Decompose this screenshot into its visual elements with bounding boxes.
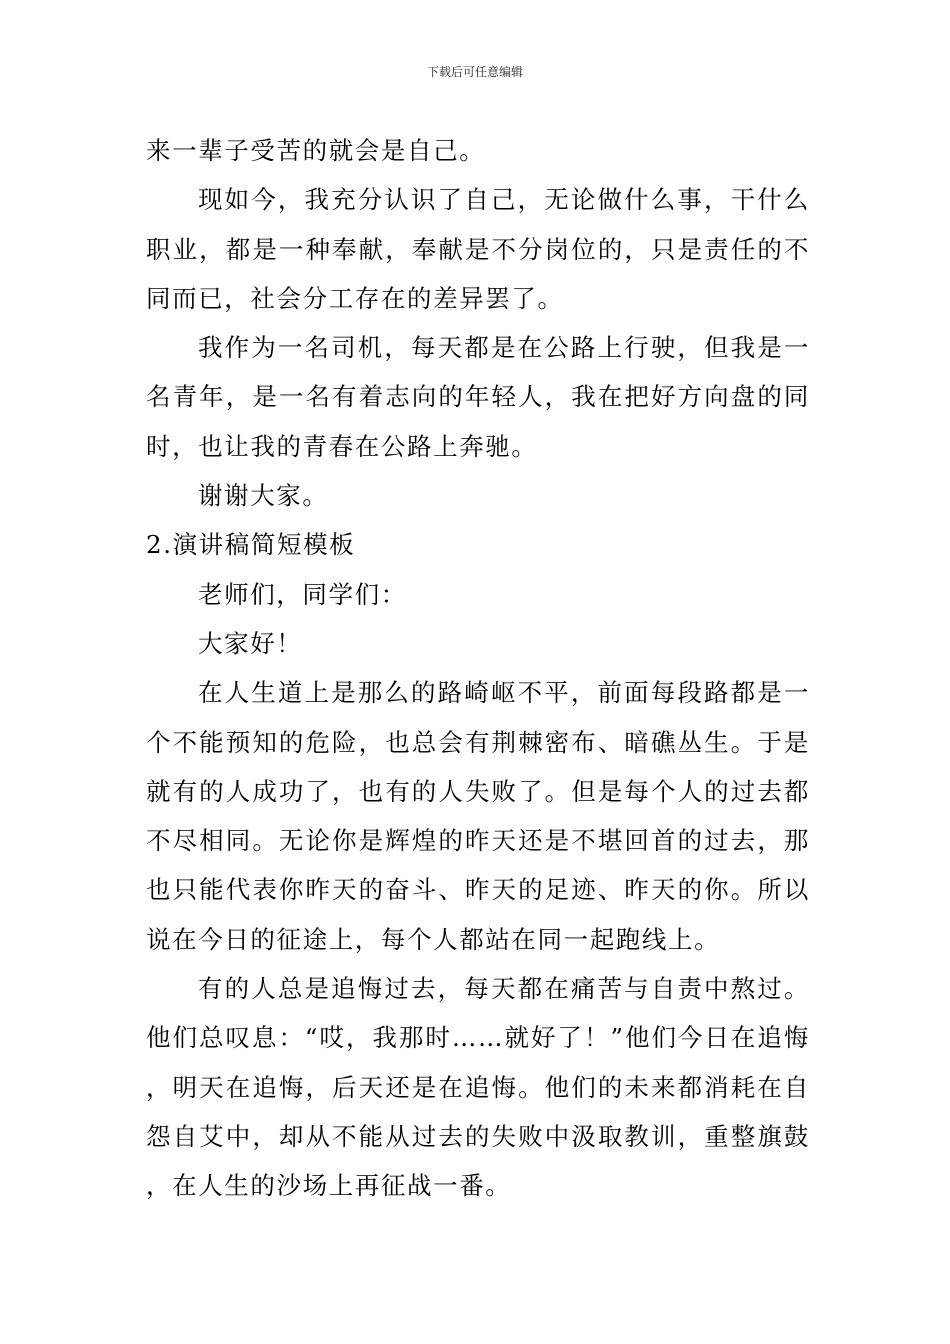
paragraph-1: 来一辈子受苦的就会是自己。 [146, 136, 486, 165]
salutation: 老师们，同学们： [198, 579, 407, 609]
paragraph-9: 有的人总是追悔过去，每天都在痛苦与自责中熬过。他们总叹息：“哎，我那时……就好了！”他们今日在追悔，明天在追悔，后天还是在追悔。他们的未来都消耗在自怨自艾中，却从不能从过去的失败中汲取教训，重整旗鼓，在人生的沙场上再征战一番。 [146, 974, 810, 1201]
page-header: 下载后可任意编辑 [426, 65, 523, 79]
section-heading: 2.演讲稿简短模板 [146, 530, 356, 560]
paragraph-4: 谢谢大家。 [198, 481, 329, 511]
greeting: 大家好！ [198, 628, 303, 658]
document-body [146, 126, 810, 1211]
paragraph-2: 现如今，我充分认识了自己，无论做什么事，干什么职业，都是一种奉献，奉献是不分岗位的，只是责任的不同而已，社会分工存在的差异罢了。 [146, 185, 810, 313]
paragraph-8: 在人生道上是那么的路崎岖不平，前面每段路都是一个不能预知的危险，也总会有荆棘密布、暗礁丛生。于是就有的人成功了，也有的人失败了。但是每个人的过去都不尽相同。无论你是辉煌的昨天还是不堪回首的过去，那也只能代表你昨天的奋斗、昨天的足迹、昨天的你。所以说在今日的征途上，每个人都站在同一起跑线上。 [146, 678, 810, 954]
paragraph-3: 我作为一名司机，每天都是在公路上行驶，但我是一名青年，是一名有着志向的年轻人，我在把好方向盘的同时，也让我的青春在公路上奔驰。 [146, 333, 810, 461]
